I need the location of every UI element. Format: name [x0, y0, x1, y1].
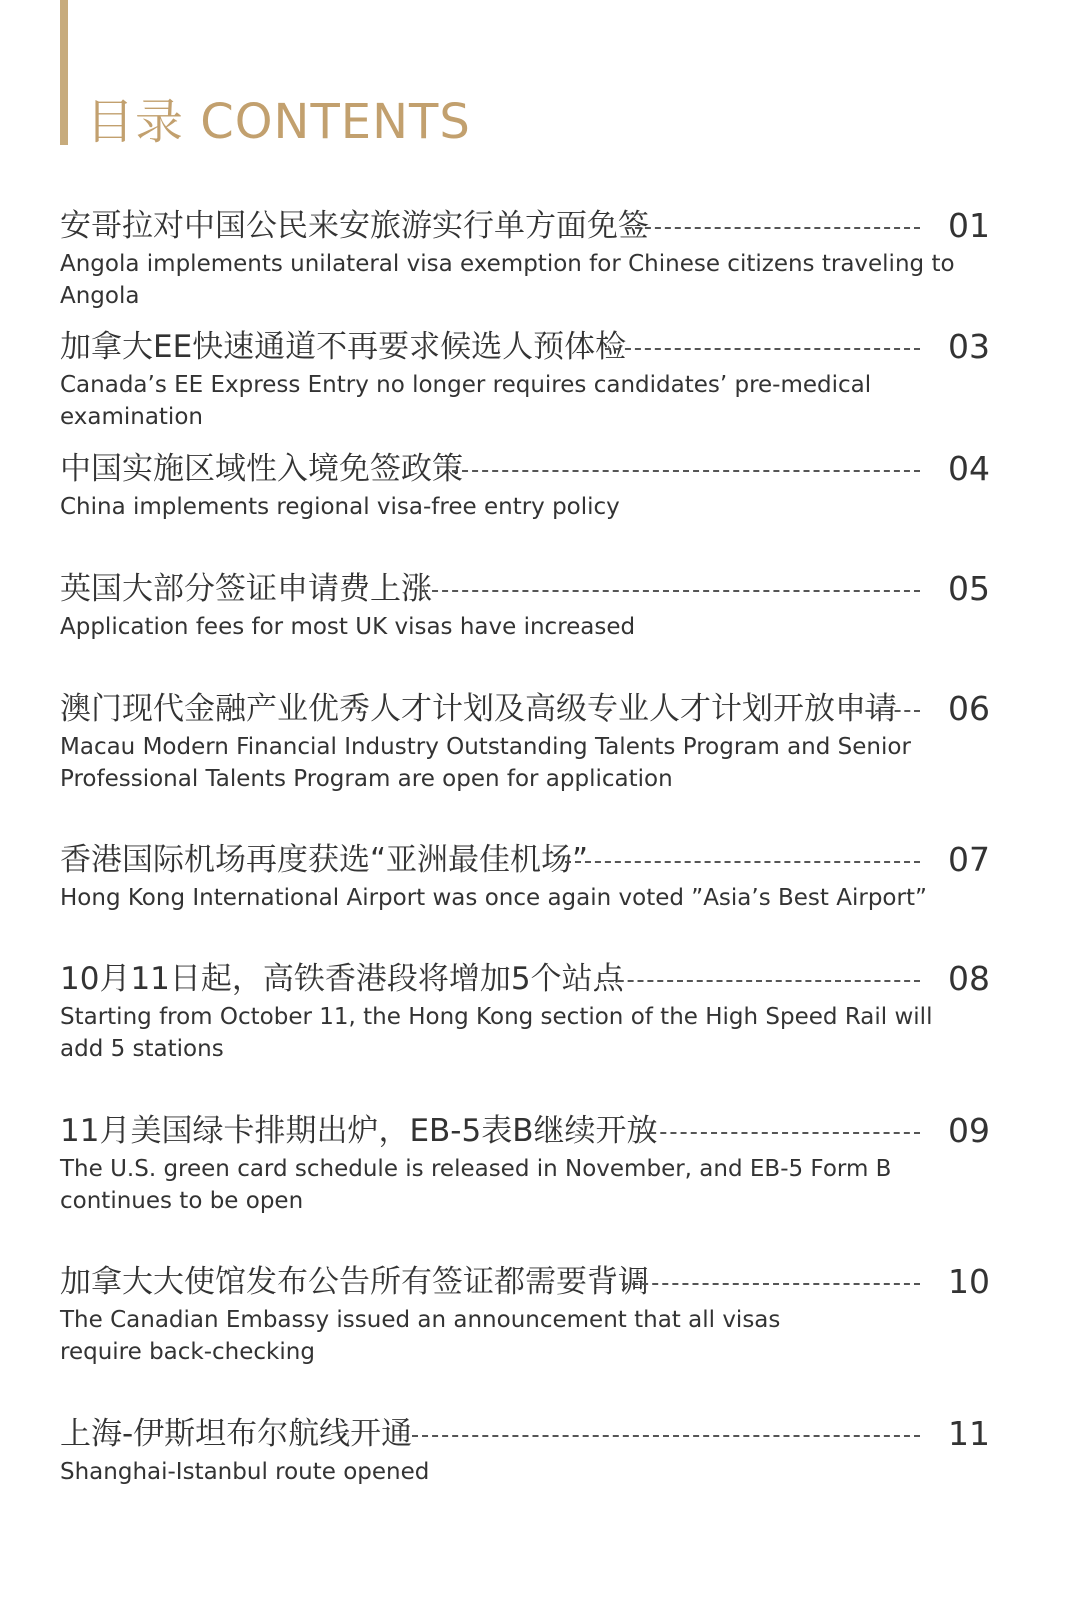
page-number: 11: [948, 1414, 990, 1453]
entry-title-zh: 安哥拉对中国公民来安旅游实行单方面免签: [60, 208, 649, 244]
dotted-leader: [605, 348, 920, 350]
entry-title-zh: 加拿大大使馆发布公告所有签证都需要背调: [60, 1264, 649, 1300]
toc-entry-05[interactable]: [60, 569, 1020, 643]
toc-entry-03[interactable]: [60, 327, 1020, 433]
dotted-leader: [625, 227, 920, 229]
toc-entry-09[interactable]: [60, 1111, 1020, 1217]
entry-title-en: Macau Modern Financial Industry Outstanding Talents Program and Senior Professional Talents Program are open for application: [60, 734, 911, 792]
entry-title-en: Starting from October 11, the Hong Kong section of the High Speed Rail will add 5 stations: [60, 1004, 933, 1062]
dotted-leader: [622, 1283, 920, 1285]
entry-title-zh: 10月11日起，高铁香港段将增加5个站点: [60, 961, 624, 997]
page-number: 04: [948, 449, 990, 488]
entry-title-zh: 11月美国绿卡排期出炉，EB-5表B继续开放: [60, 1113, 658, 1149]
accent-bar: [60, 0, 68, 145]
entry-title-en: Application fees for most UK visas have increased: [60, 614, 636, 640]
entry-title-en: Shanghai-Istanbul route opened: [60, 1459, 430, 1485]
toc-entry-07[interactable]: [60, 840, 1020, 914]
toc-entry-04[interactable]: [60, 449, 1020, 523]
page-number: 10: [948, 1262, 990, 1301]
page-number: 06: [948, 689, 990, 728]
dotted-leader: [422, 590, 920, 592]
dotted-leader: [412, 1435, 920, 1437]
page-number: 01: [948, 206, 990, 245]
entry-title-zh: 上海-伊斯坦布尔航线开通: [60, 1416, 413, 1452]
entry-title-en: Angola implements unilateral visa exemption for Chinese citizens traveling to Angola: [60, 251, 955, 309]
entry-title-en: Hong Kong International Airport was once again voted ”Asia’s Best Airport”: [60, 885, 927, 911]
entry-title-en: The U.S. green card schedule is released in November, and EB-5 Form B continues to be open: [60, 1156, 892, 1214]
entry-title-en: China implements regional visa-free entry policy: [60, 494, 620, 520]
entry-title-en: Canada’s EE Express Entry no longer requires candidates’ pre-medical examination: [60, 372, 872, 430]
toc-entry-10[interactable]: [60, 1262, 1020, 1368]
entry-title-zh: 中国实施区域性入境免签政策: [60, 451, 463, 487]
dotted-leader: [846, 710, 920, 712]
toc-entry-11[interactable]: [60, 1414, 1020, 1488]
dotted-leader: [598, 980, 920, 982]
page-number: 07: [948, 840, 990, 879]
entry-title-zh: 香港国际机场再度获选“亚洲最佳机场”: [60, 842, 589, 878]
dotted-leader: [452, 470, 920, 472]
toc-entry-08[interactable]: [60, 959, 1020, 1065]
entry-title-zh: 加拿大EE快速通道不再要求候选人预体检: [60, 329, 627, 365]
toc-entry-01[interactable]: [60, 206, 1020, 312]
entry-title-zh: 澳门现代金融产业优秀人才计划及高级专业人才计划开放申请: [60, 691, 897, 727]
entry-title-zh: 英国大部分签证申请费上涨: [60, 571, 432, 607]
entry-title-en: The Canadian Embassy issued an announcement that all visas require back-checking: [60, 1307, 781, 1365]
dotted-leader: [565, 861, 920, 863]
page-number: 05: [948, 569, 990, 608]
page-title: 目录 CONTENTS: [86, 94, 471, 150]
page-number: 08: [948, 959, 990, 998]
dotted-leader: [640, 1132, 920, 1134]
toc-entry-06[interactable]: [60, 689, 1020, 795]
page-number: 09: [948, 1111, 990, 1150]
page-number: 03: [948, 327, 990, 366]
